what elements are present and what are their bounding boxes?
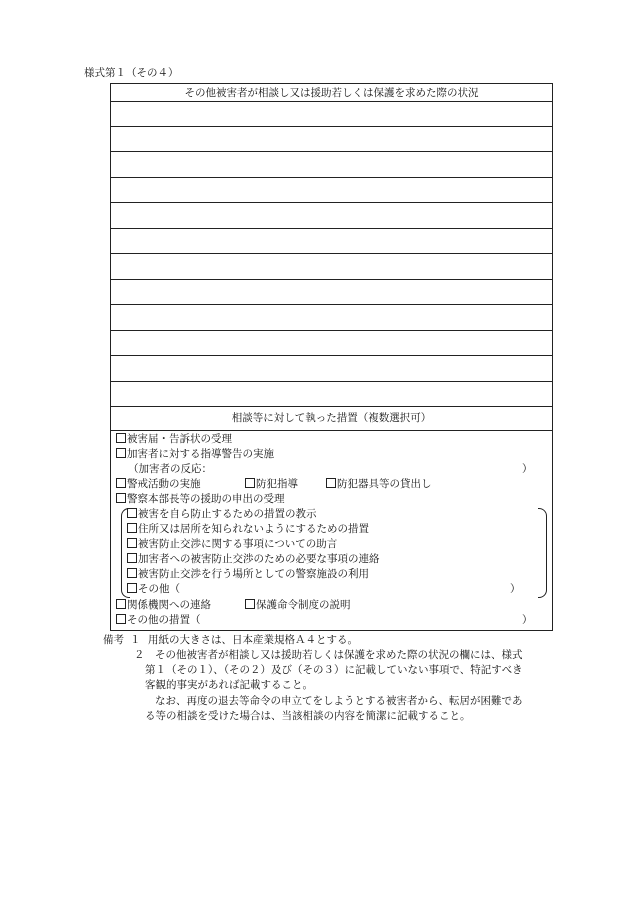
- item-label: 被害防止交渉に関する事項についての助言: [138, 538, 338, 550]
- item-label: 保護命令制度の説明: [256, 599, 351, 611]
- remark-1: 用紙の大きさは、日本産業規格Ａ４とする。: [148, 634, 358, 646]
- checkbox[interactable]: [116, 433, 126, 443]
- row-line: [110, 406, 553, 407]
- checkbox[interactable]: [127, 568, 137, 578]
- item-police-request[interactable]: [116, 492, 285, 506]
- situation-blank-row[interactable]: [111, 331, 552, 355]
- remark-2-line-1: その他被害者が相談し又は援助若しくは保護を求めた際の状況の欄には、様式: [155, 649, 523, 661]
- item-label: 加害者への被害防止交渉のための必要な事項の連絡: [138, 553, 380, 565]
- item-label: 被害届・告訴状の受理: [127, 433, 232, 445]
- situation-blank-row[interactable]: [111, 254, 552, 278]
- remark-2-line-2: 第１（その１）、（その２）及び（その３）に記載していない事項で、特記すべき: [145, 664, 523, 676]
- item-guidance[interactable]: [245, 477, 298, 491]
- other-inner-close: ）: [510, 583, 521, 595]
- item-label: 防犯器具等の貸出し: [337, 478, 432, 490]
- form-label: 様式第１（その４）: [84, 67, 179, 79]
- item-label: 警戒活動の実施: [127, 478, 201, 490]
- item-contact-offender[interactable]: [127, 552, 380, 566]
- checkbox[interactable]: [127, 523, 137, 533]
- item-police-facility[interactable]: [127, 567, 369, 581]
- item-label: 被害を自ら防止するための措置の教示: [138, 508, 317, 520]
- situation-blank-row[interactable]: [111, 152, 552, 176]
- reaction-label: （加害者の反応：: [128, 463, 212, 475]
- item-negotiation-advice[interactable]: [127, 537, 337, 551]
- situation-blank-row[interactable]: [111, 178, 552, 202]
- divider: [110, 430, 553, 431]
- item-protection-order[interactable]: [245, 598, 351, 612]
- remark-3-line-2: る等の相談を受けた場合は、当該相談の内容を簡潔に記載すること。: [145, 710, 471, 722]
- item-patrol[interactable]: [116, 477, 201, 491]
- checkbox[interactable]: [127, 538, 137, 548]
- checkbox[interactable]: [116, 478, 126, 488]
- item-label: その他（: [138, 583, 180, 595]
- item-report[interactable]: [116, 432, 232, 446]
- checkbox[interactable]: [245, 599, 255, 609]
- remark-3-line-1: なお、再度の退去等命令の申立てをしようとする被害者から、転居が困難であ: [155, 695, 523, 707]
- checkbox[interactable]: [127, 553, 137, 563]
- item-self-prevention[interactable]: [127, 507, 317, 521]
- situation-blank-row[interactable]: [111, 229, 552, 253]
- situation-blank-row[interactable]: [111, 127, 552, 151]
- checkbox[interactable]: [245, 478, 255, 488]
- item-label: 防犯指導: [256, 478, 298, 490]
- checkbox[interactable]: [127, 583, 137, 593]
- item-label: 被害防止交渉を行う場所としての警察施設の利用: [138, 568, 369, 580]
- item-label: 住所又は居所を知られないようにするための措置: [138, 523, 369, 535]
- bracket-right: [538, 508, 547, 598]
- item-hide-address[interactable]: [127, 522, 369, 536]
- checkbox[interactable]: [116, 448, 126, 458]
- remark-number: ２: [134, 649, 145, 661]
- checkbox[interactable]: [116, 599, 126, 609]
- checkbox[interactable]: [116, 614, 126, 624]
- remarks-label: 備考: [103, 634, 124, 646]
- situation-blank-row[interactable]: [111, 280, 552, 304]
- item-other-inner[interactable]: [127, 582, 180, 596]
- situation-blank-row[interactable]: [111, 102, 552, 126]
- item-label: 関係機関への連絡: [127, 599, 211, 611]
- checkbox[interactable]: [326, 478, 336, 488]
- item-label: 警察本部長等の援助の申出の受理: [127, 493, 285, 505]
- situation-blank-row[interactable]: [111, 305, 552, 329]
- reaction-close: ）: [522, 463, 533, 475]
- measures-header: 相談等に対して執った措置（複数選択可）: [231, 412, 432, 424]
- checkbox[interactable]: [116, 493, 126, 503]
- other-outer-close: ）: [522, 614, 533, 626]
- item-equipment[interactable]: [326, 477, 432, 491]
- remark-number: １: [130, 634, 141, 646]
- item-warning[interactable]: [116, 447, 274, 461]
- item-other-outer[interactable]: [116, 613, 201, 627]
- situation-blank-row[interactable]: [111, 382, 552, 406]
- item-label: 加害者に対する指導警告の実施: [127, 448, 274, 460]
- item-agencies[interactable]: [116, 598, 211, 612]
- checkbox[interactable]: [127, 508, 137, 518]
- item-label: その他の措置（: [127, 614, 201, 626]
- situation-header: その他被害者が相談し又は援助若しくは保護を求めた際の状況: [184, 87, 479, 99]
- remark-2-line-3: 客観的事実があれば記載すること。: [145, 679, 313, 691]
- situation-blank-row[interactable]: [111, 356, 552, 380]
- situation-blank-row[interactable]: [111, 203, 552, 227]
